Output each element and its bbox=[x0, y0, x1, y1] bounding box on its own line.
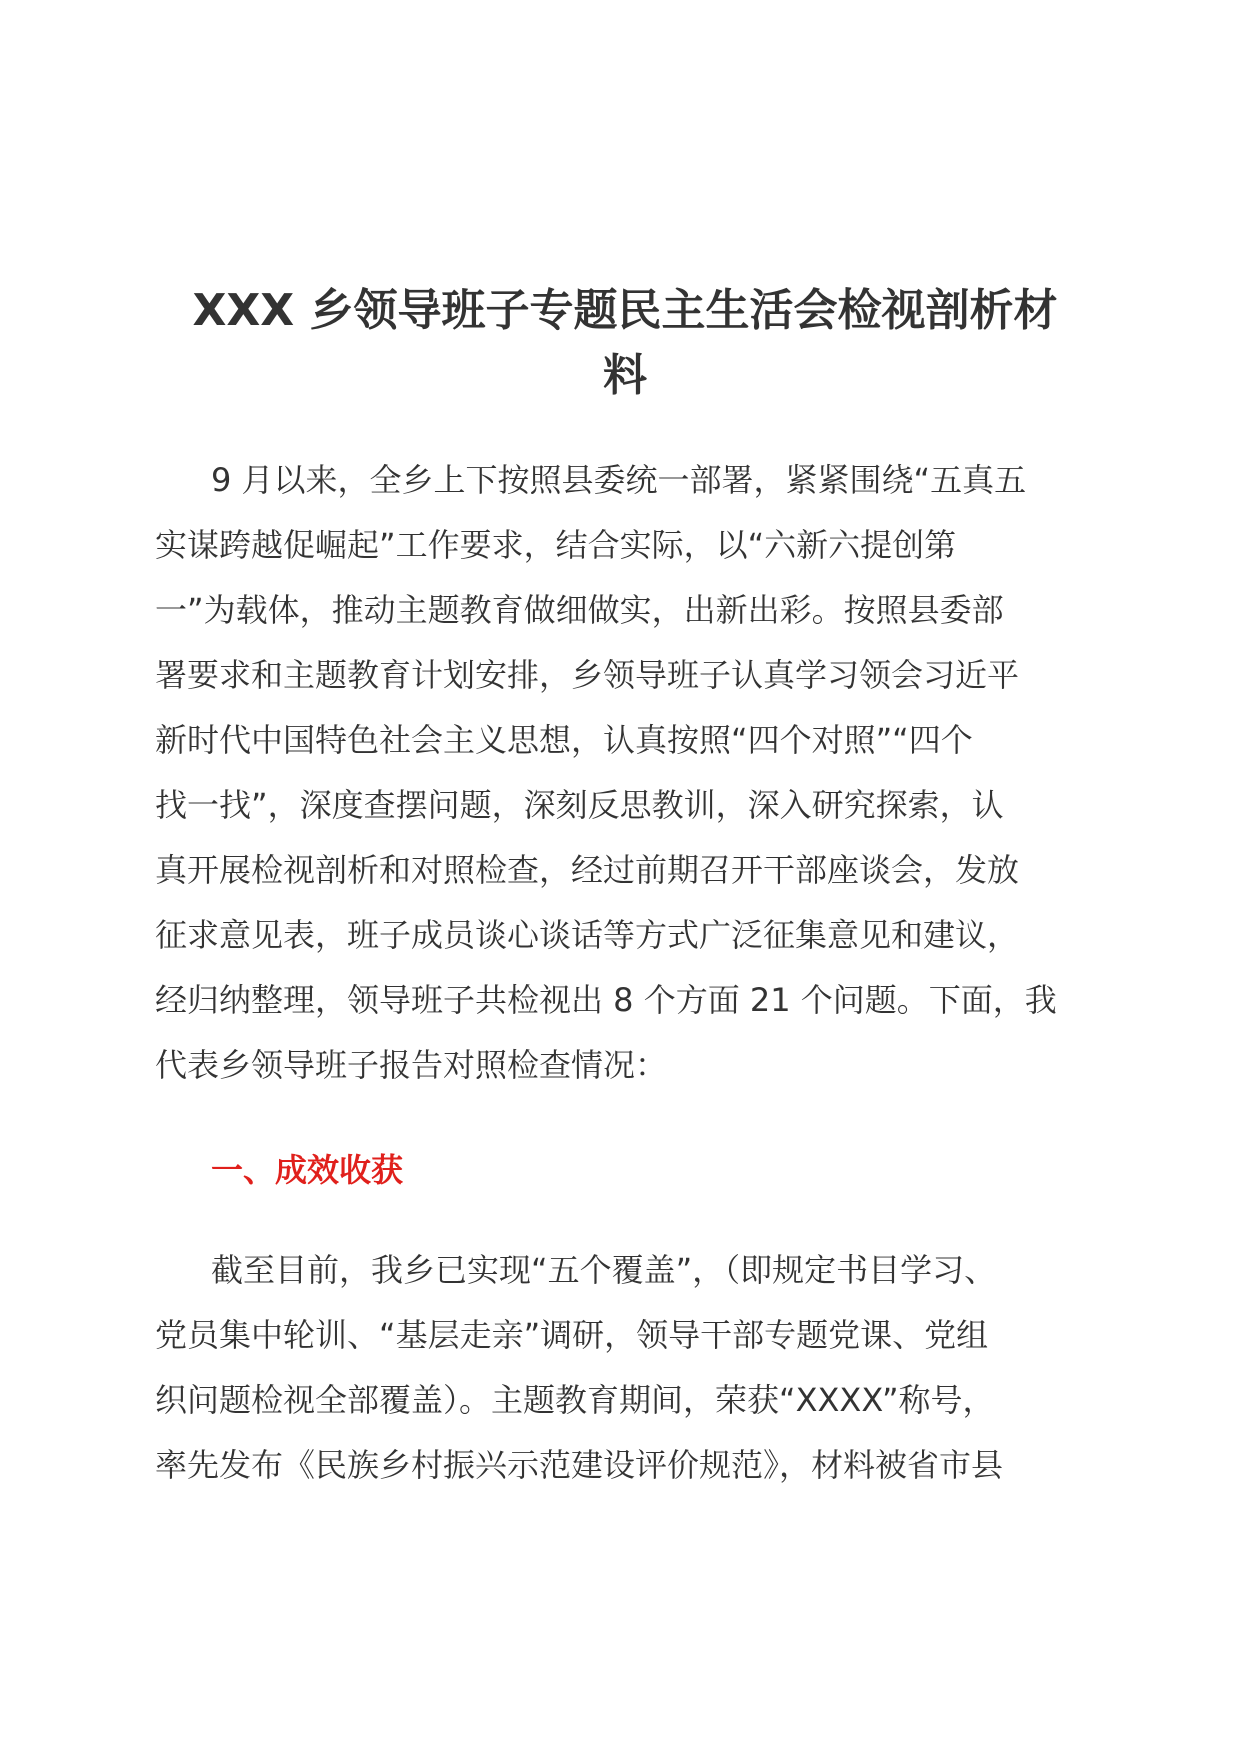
intro-paragraph bbox=[155, 448, 1085, 1098]
achievements-line: 率先发布《民族乡村振兴示范建设评价规范》，材料被省市县 bbox=[155, 1446, 1004, 1484]
intro-line: 署要求和主题教育计划安排，乡领导班子认真学习领会习近平 bbox=[155, 656, 1020, 694]
intro-line: 实谋跨越促崛起”工作要求，结合实际，以“六新六提创第 bbox=[155, 526, 957, 564]
intro-line: 9 月以来，全乡上下按照县委统一部署，紧紧围绕“五真五 bbox=[211, 461, 1027, 499]
intro-line: 代表乡领导班子报告对照检查情况： bbox=[155, 1046, 668, 1084]
intro-line: 征求意见表，班子成员谈心谈话等方式广泛征集意见和建议， bbox=[155, 916, 1020, 954]
achievements-paragraph bbox=[155, 1238, 1085, 1498]
intro-line: 真开展检视剖析和对照检查，经过前期召开干部座谈会，发放 bbox=[155, 851, 1020, 889]
achievements-line: 党员集中轮训、“基层走亲”调研，领导干部专题党课、党组 bbox=[155, 1316, 989, 1354]
achievements-line: 织问题检视全部覆盖）。主题教育期间，荣获“XXXX”称号， bbox=[155, 1381, 995, 1419]
intro-line: 新时代中国特色社会主义思想，认真按照“四个对照”“四个 bbox=[155, 721, 973, 759]
intro-line: 一”为载体，推动主题教育做细做实，出新出彩。按照县委部 bbox=[155, 591, 1004, 629]
document-title bbox=[150, 278, 1100, 408]
intro-line: 经归纳整理，领导班子共检视出 8 个方面 21 个问题。下面，我 bbox=[155, 981, 1057, 1019]
section-heading-achievements: 一、成效收获 bbox=[211, 1151, 404, 1189]
achievements-line: 截至目前，我乡已实现“五个覆盖”，（即规定书目学习、 bbox=[211, 1251, 997, 1289]
document-title-line-1: XXX 乡领导班子专题民主生活会检视剖析材 bbox=[192, 285, 1058, 336]
intro-line: 找一找”，深度查摆问题，深刻反思教训，深入研究探索，认 bbox=[155, 786, 1004, 824]
document-title-line-2: 料 bbox=[603, 350, 647, 401]
